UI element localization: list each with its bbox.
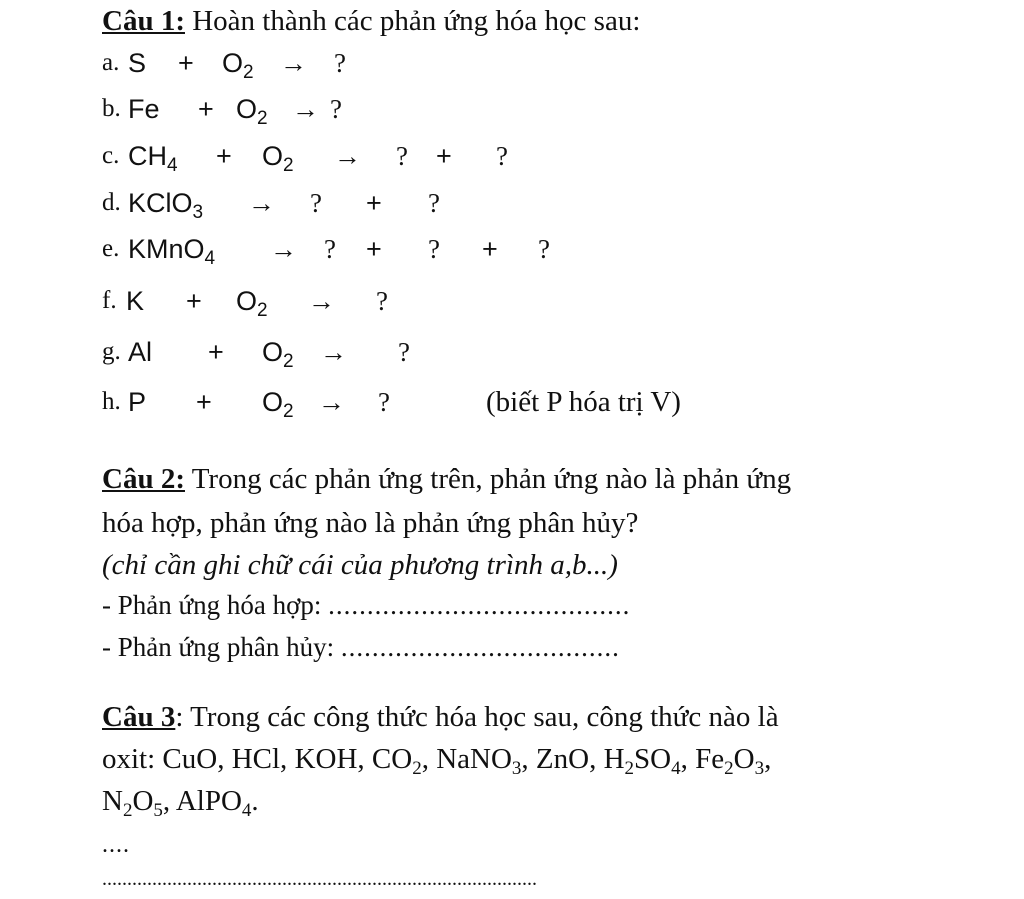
eq-b-plus: +	[198, 94, 214, 124]
eq-d-product2: ?	[428, 188, 440, 218]
q2-line2: hóa hợp, phản ứng nào là phản ứng phân hủy?	[102, 507, 639, 539]
eq-c-plus: +	[216, 141, 232, 171]
eq-g-label: g.	[102, 338, 121, 365]
q3-line1	[102, 700, 779, 734]
q2-combination-label: - Phản ứng hóa hợp:	[102, 590, 329, 620]
q2-hint: (chỉ cần ghi chữ cái của phương trình a,b...)	[102, 549, 618, 581]
q3-text-1: : Trong các công thức hóa học sau, công thức nào là	[175, 701, 779, 733]
eq-e-product1: ?	[324, 234, 336, 264]
q3-title: Câu 3	[102, 701, 176, 733]
eq-g-reactant1: Al	[128, 337, 153, 367]
eq-a-arrow: →	[280, 48, 307, 78]
eq-g-product1: ?	[398, 337, 410, 367]
eq-a-label: a.	[102, 49, 120, 76]
eq-b-reactant2: $O_2$	[236, 94, 268, 129]
eq-d-reactant1: KClO$_3$	[128, 188, 204, 223]
eq-h-plus: +	[196, 387, 212, 417]
eq-g-reactant2: $O_2$	[262, 337, 294, 372]
eq-g-plus: +	[208, 337, 224, 367]
eq-c-product2: ?	[496, 141, 508, 171]
eq-b-arrow: →	[292, 94, 319, 124]
eq-b-product1: ?	[330, 94, 342, 124]
q3-formula-list: oxit: CuO, HCl, KOH, $CO_2$, NaNO$_3$, ZnO, $H_2SO_4$, $Fe_2O_3$,	[102, 743, 772, 779]
eq-e-product3: ?	[538, 234, 550, 264]
eq-d-plus: +	[366, 188, 382, 218]
q2-decomposition-label: - Phản ứng phân hủy:	[102, 632, 341, 662]
q1-title: Câu 1:	[102, 5, 185, 37]
eq-e-arrow: →	[270, 234, 297, 264]
eq-c-label: c.	[102, 142, 120, 169]
eq-g-arrow: →	[320, 337, 347, 367]
eq-f-arrow: →	[308, 286, 335, 316]
q3-answer-blank-1: ....	[102, 832, 130, 858]
eq-e-plus2: +	[482, 234, 498, 264]
eq-h-reactant2: $O_2$	[262, 387, 294, 422]
q2-line1	[102, 462, 791, 496]
q2-combination-blank: .......................................	[328, 590, 631, 620]
eq-e-label: e.	[102, 235, 120, 262]
eq-b-reactant1: Fe	[128, 94, 160, 124]
q3-formula-list-cont: $N_2O_5$, AlPO$_4$.	[102, 785, 259, 821]
eq-c-arrow: →	[334, 141, 361, 171]
eq-a-reactant2: $O_2$	[222, 48, 254, 83]
q1-heading	[102, 4, 640, 38]
eq-b-label: b.	[102, 95, 121, 122]
q2-decomposition-blank: ....................................	[340, 632, 620, 662]
eq-h-label: h.	[102, 388, 121, 415]
eq-h-arrow: →	[318, 387, 345, 417]
eq-a-plus: +	[178, 48, 194, 78]
eq-h-reactant1: P	[128, 387, 147, 417]
eq-e-product2: ?	[428, 234, 440, 264]
eq-f-plus: +	[186, 286, 202, 316]
eq-d-label: d.	[102, 189, 121, 216]
eq-f-product1: ?	[376, 286, 388, 316]
eq-a-product1: ?	[334, 48, 346, 78]
eq-h-note: (biết P hóa trị V)	[486, 386, 681, 418]
eq-d-product1: ?	[310, 188, 322, 218]
q2-title: Câu 2:	[102, 463, 185, 495]
eq-f-reactant2: $O_2$	[236, 286, 268, 321]
eq-c-plus2: +	[436, 141, 452, 171]
q2-combination-row	[102, 588, 630, 622]
eq-c-reactant2: $O_2$	[262, 141, 294, 176]
q2-decomposition-row	[102, 630, 620, 664]
q2-text-1: Trong các phản ứng trên, phản ứng nào là phản ứng	[184, 463, 792, 495]
eq-a-reactant1: S	[128, 48, 147, 78]
eq-f-reactant1: K	[126, 286, 145, 316]
eq-e-reactant1: KMnO$_4$	[128, 234, 216, 269]
eq-f-label: f.	[102, 287, 117, 314]
eq-c-product1: ?	[396, 141, 408, 171]
eq-e-plus1: +	[366, 234, 382, 264]
eq-h-product1: ?	[378, 387, 390, 417]
q3-answer-blank-2: .......................................................................................	[102, 868, 537, 890]
eq-d-arrow: →	[248, 188, 275, 218]
q1-text: Hoàn thành các phản ứng hóa học sau:	[184, 5, 641, 37]
eq-c-reactant1: $CH_4$	[128, 141, 178, 176]
